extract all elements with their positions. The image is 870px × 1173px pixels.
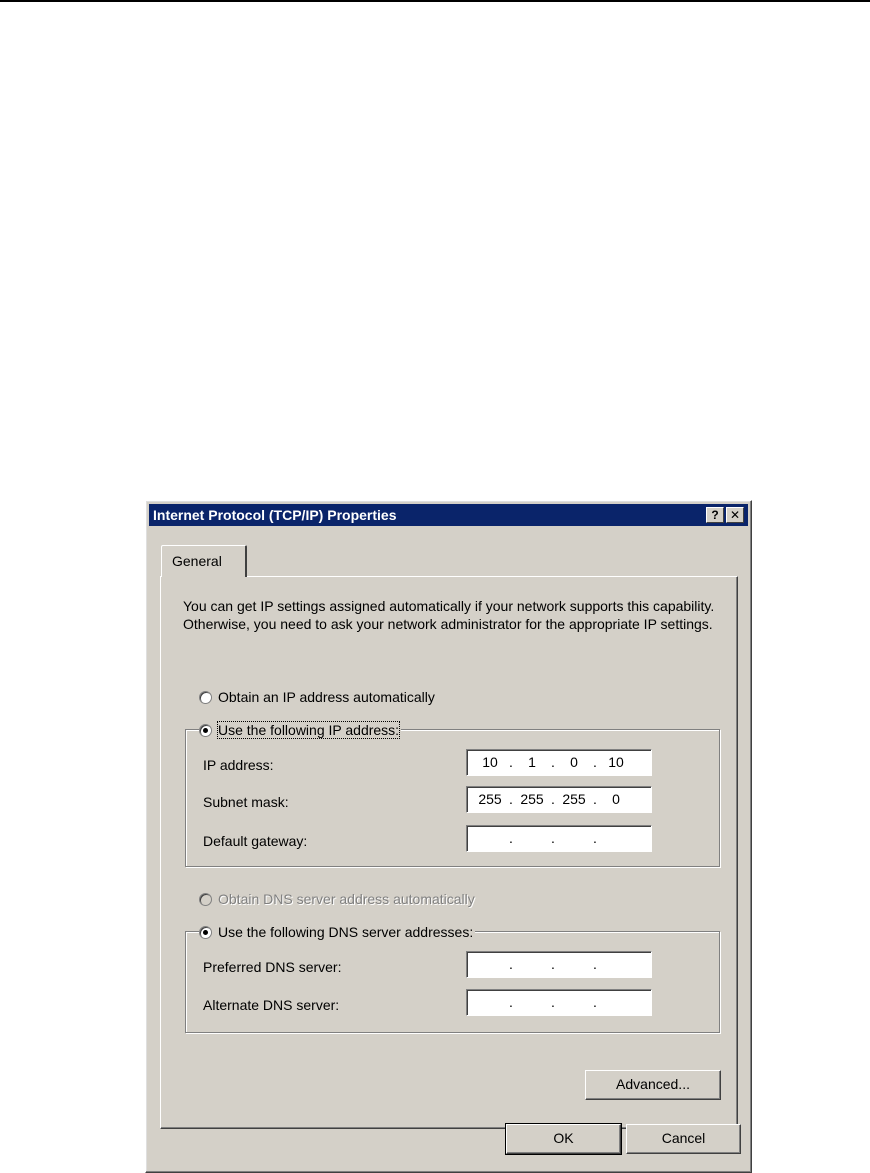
dns-server-group bbox=[185, 931, 720, 1033]
ip-separator: . bbox=[509, 791, 513, 807]
alternate-dns-input[interactable] bbox=[466, 989, 652, 1016]
ip-octet: 10 bbox=[608, 754, 624, 770]
preferred-dns-label: Preferred DNS server: bbox=[203, 959, 342, 975]
tcpip-properties-dialog bbox=[145, 500, 752, 1173]
close-button[interactable] bbox=[726, 507, 744, 523]
ip-separator: . bbox=[593, 830, 597, 846]
use-dns-manual-label: Use the following DNS server addresses: bbox=[218, 924, 474, 940]
page-top-rule bbox=[0, 0, 870, 2]
ip-separator: . bbox=[551, 754, 555, 770]
ip-address-input[interactable] bbox=[466, 749, 652, 776]
ip-octet: 10 bbox=[482, 754, 498, 770]
ip-separator: . bbox=[509, 830, 513, 846]
ip-octet: 255 bbox=[520, 791, 544, 807]
tab-general[interactable] bbox=[161, 545, 247, 577]
ip-separator: . bbox=[593, 791, 597, 807]
ip-octet: 0 bbox=[612, 791, 620, 807]
use-ip-manual-radio[interactable] bbox=[199, 720, 401, 740]
ip-separator: . bbox=[551, 956, 555, 972]
ip-octet: 1 bbox=[528, 754, 536, 770]
use-ip-manual-label: Use the following IP address: bbox=[218, 722, 400, 738]
advanced-button[interactable]: Advanced... bbox=[585, 1070, 721, 1100]
help-button[interactable] bbox=[706, 507, 724, 523]
preferred-dns-input[interactable] bbox=[466, 951, 652, 978]
subnet-mask-label: Subnet mask: bbox=[203, 794, 289, 810]
ip-octet: 0 bbox=[570, 754, 578, 770]
description-text: You can get IP settings assigned automatically if your network supports this capability. Otherwise, you need to ask your network administrator for the appropriate IP settings. bbox=[183, 598, 715, 632]
ip-separator: . bbox=[593, 994, 597, 1010]
cancel-button[interactable]: Cancel bbox=[626, 1124, 741, 1154]
ip-separator: . bbox=[509, 956, 513, 972]
window-title: Internet Protocol (TCP/IP) Properties bbox=[153, 507, 397, 523]
obtain-ip-auto-label: Obtain an IP address automatically bbox=[218, 689, 435, 705]
radio-checked-icon bbox=[199, 724, 212, 737]
ip-separator: . bbox=[593, 754, 597, 770]
ip-address-label: IP address: bbox=[203, 757, 274, 773]
tab-general-label: General bbox=[172, 553, 222, 569]
radio-icon bbox=[199, 691, 212, 704]
default-gateway-input[interactable] bbox=[466, 825, 652, 852]
close-icon: ✕ bbox=[729, 508, 741, 522]
ok-button[interactable]: OK bbox=[506, 1124, 621, 1154]
ip-octet: 255 bbox=[478, 791, 502, 807]
subnet-mask-input[interactable] bbox=[466, 786, 652, 813]
radio-disabled-icon bbox=[199, 893, 212, 906]
ip-separator: . bbox=[509, 994, 513, 1010]
ip-separator: . bbox=[551, 994, 555, 1010]
general-panel bbox=[160, 576, 738, 1129]
ip-octet: 255 bbox=[562, 791, 586, 807]
title-bar[interactable] bbox=[149, 504, 748, 526]
obtain-ip-auto-radio[interactable] bbox=[199, 687, 437, 707]
ip-separator: . bbox=[509, 754, 513, 770]
ip-separator: . bbox=[551, 791, 555, 807]
default-gateway-label: Default gateway: bbox=[203, 833, 308, 849]
ip-separator: . bbox=[593, 956, 597, 972]
obtain-dns-auto-radio[interactable] bbox=[199, 889, 477, 909]
obtain-dns-auto-label: Obtain DNS server address automatically bbox=[218, 891, 475, 907]
ip-separator: . bbox=[551, 830, 555, 846]
help-icon: ? bbox=[711, 508, 719, 522]
radio-checked-icon bbox=[199, 926, 212, 939]
use-dns-manual-radio[interactable] bbox=[199, 922, 475, 942]
alternate-dns-label: Alternate DNS server: bbox=[203, 997, 340, 1013]
